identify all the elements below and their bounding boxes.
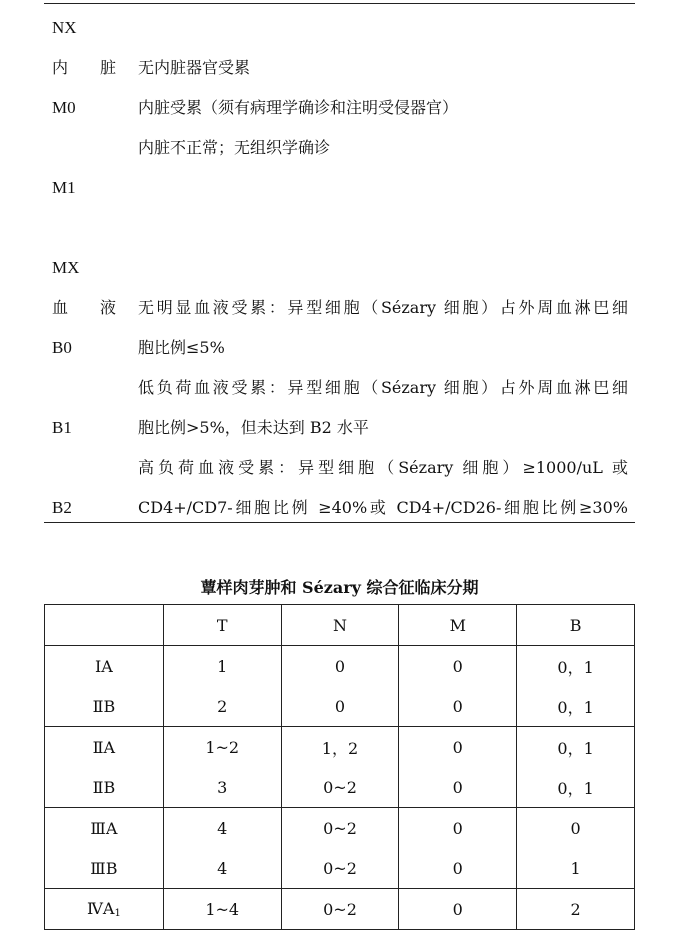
table-row (45, 727, 635, 768)
n-cell: 0 (281, 686, 399, 727)
m1-label: M1 (52, 178, 76, 197)
table-row (45, 848, 635, 889)
visceral-none-text: 无内脏器官受累 (138, 58, 251, 77)
table-row (45, 808, 635, 849)
m-cell: 0 (399, 727, 517, 768)
top-rule (44, 3, 635, 4)
stage-cell: ⅡB (45, 767, 164, 808)
header-stage (45, 605, 164, 646)
t-cell: 4 (163, 808, 281, 849)
m-cell: 0 (399, 646, 517, 687)
blood-label: 血 液 (52, 298, 117, 317)
visceral-label: 内 脏 (52, 58, 117, 77)
m-cell: 0 (399, 848, 517, 889)
table-row (45, 889, 635, 930)
stage-cell: ⅢB (45, 848, 164, 889)
table-header-row (45, 605, 635, 646)
t-cell: 2 (163, 686, 281, 727)
b-cell: 0，1 (517, 646, 635, 687)
blood-high-line1: 高负荷血液受累：异型细胞（Sézary 细胞）≥1000/uL 或 (138, 458, 628, 477)
n-cell: 0~2 (281, 767, 399, 808)
m-cell: 0 (399, 889, 517, 930)
mx-label: MX (52, 258, 80, 277)
b-cell: 1 (517, 848, 635, 889)
nx-label: NX (52, 18, 77, 37)
blood-none-line1: 无明显血液受累：异型细胞（Sézary 细胞）占外周血淋巴细 (138, 298, 628, 317)
b-cell: 0，1 (517, 727, 635, 768)
b2-label: B2 (52, 498, 72, 517)
header-n: N (281, 605, 399, 646)
b-cell: 0，1 (517, 767, 635, 808)
n-cell: 0~2 (281, 889, 399, 930)
t-cell: 1 (163, 646, 281, 687)
b-cell: 0，1 (517, 686, 635, 727)
visceral-abnormal-text: 内脏不正常；无组织学确诊 (138, 138, 331, 157)
stage-cell: ⅠA (45, 646, 164, 687)
table-row (45, 686, 635, 727)
blood-low-line2: 胞比例>5%，但未达到 B2 水平 (138, 418, 369, 437)
staging-table (44, 604, 635, 930)
header-b: B (517, 605, 635, 646)
table-title: 蕈样肉芽肿和 Sézary 综合征临床分期 (200, 578, 479, 597)
b-cell: 2 (517, 889, 635, 930)
stage-text: ⅣA (86, 899, 115, 918)
t-cell: 1~2 (163, 727, 281, 768)
table-row (45, 767, 635, 808)
n-cell: 1，2 (281, 727, 399, 768)
m0-label: M0 (52, 98, 76, 117)
m-cell: 0 (399, 767, 517, 808)
stage-subscript: 1 (114, 908, 121, 919)
stage-cell: ⅡA (45, 727, 164, 768)
blood-none-line2: 胞比例≤5% (138, 338, 225, 357)
t-cell: 4 (163, 848, 281, 889)
b1-label: B1 (52, 418, 72, 437)
n-cell: 0~2 (281, 808, 399, 849)
n-cell: 0 (281, 646, 399, 687)
t-cell: 1~4 (163, 889, 281, 930)
header-t: T (163, 605, 281, 646)
t-cell: 3 (163, 767, 281, 808)
table-row (45, 646, 635, 687)
visceral-involved-text: 内脏受累（须有病理学确诊和注明受侵器官） (138, 98, 459, 117)
stage-cell: ⅡB (45, 686, 164, 727)
blood-low-line1: 低负荷血液受累：异型细胞（Sézary 细胞）占外周血淋巴细 (138, 378, 628, 397)
b0-label: B0 (52, 338, 72, 357)
m-cell: 0 (399, 808, 517, 849)
stage-cell (45, 889, 164, 930)
bottom-rule (44, 522, 635, 523)
stage-cell: ⅢA (45, 808, 164, 849)
blood-high-line2: CD4+/CD7-细胞比例 ≥40%或 CD4+/CD26-细胞比例≥30% (138, 498, 628, 517)
b-cell: 0 (517, 808, 635, 849)
m-cell: 0 (399, 686, 517, 727)
n-cell: 0~2 (281, 848, 399, 889)
header-m: M (399, 605, 517, 646)
